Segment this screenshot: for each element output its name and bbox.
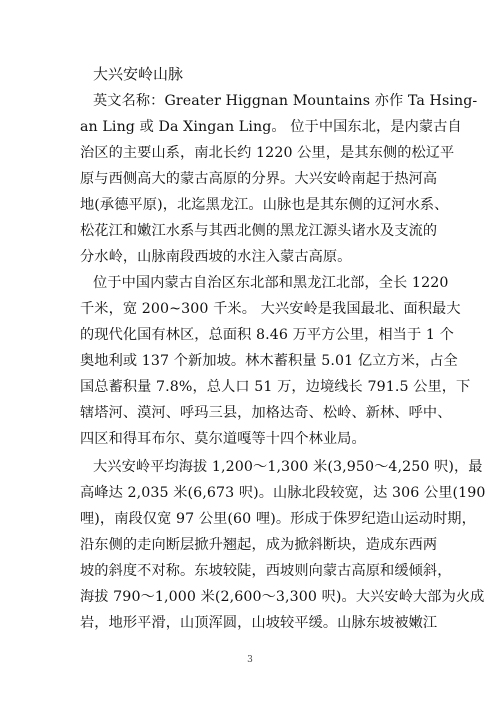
text-line-6: 松花江和嫩江水系与其西北侧的黑龙江源头诸水及支流的 [80,223,438,239]
page-number: 3 [247,655,253,665]
text-line-10: 的现代化国有林区，总面积 8.46 万平方公里，相当于 1 个 [80,327,454,343]
text-line-7: 分水岭，山脉南段西坡的水注入蒙古高原。 [80,249,352,265]
text-line-4: 原与西侧高大的蒙古高原的分界。大兴安岭南起于热河高 [80,171,438,187]
text-line-1: 英文名称：Greater Higgnan Mountains 亦作 Ta Hsing- [93,93,478,109]
text-line-11: 奥地利或 137 个新加坡。林木蓄积量 5.01 亿立方米，占全 [80,353,458,369]
text-line-20: 海拔 790～1,000 米(2,600～3,300 呎)。大兴安岭大部为火成 [80,589,485,605]
text-line-2: an Ling 或 Da Xingan Ling。 位于中国东北，是内蒙古自 [80,119,462,135]
text-line-15: 大兴安岭平均海拔 1,200～1,300 米(3,950～4,250 呎)，最 [93,459,483,475]
text-line-16: 高峰达 2,035 米(6,673 呎)。山脉北段较宽，达 306 公里(190 [80,485,486,501]
text-line-18: 沿东侧的走向断层掀升翘起，成为掀斜断块，造成东西两 [80,537,438,553]
text-line-19: 坡的斜度不对称。东坡较陡，西坡则向蒙古高原和缓倾斜， [80,563,452,579]
text-line-9: 千米，宽 200~300 千米。 大兴安岭是我国最北、面积最大 [80,301,461,317]
text-line-8: 位于中国内蒙古自治区东北部和黑龙江北部，全长 1220 [93,275,449,291]
text-line-12: 国总蓄积量 7.8%，总人口 51 万，边境线长 791.5 公里，下 [80,379,471,395]
text-line-17: 哩)，南段仅宽 97 公里(60 哩)。形成于侏罗纪造山运动时期， [80,511,476,527]
text-line-14: 四区和得耳布尔、莫尔道嘎等十四个林业局。 [80,431,366,447]
text-line-13: 辖塔河、漠河、呼玛三县，加格达奇、松岭、新林、呼中、 [80,405,452,421]
text-line-21: 岩，地形平滑，山顶浑圆，山坡较平缓。山脉东坡被嫩江 [80,615,438,631]
text-line-3: 治区的主要山系，南北长约 1220 公里，是其东侧的松辽平 [80,145,455,161]
document-title: 大兴安岭山脉 [93,65,184,83]
text-line-5: 地(承德平原)，北迄黑龙江。山脉也是其东侧的辽河水系、 [80,197,449,213]
